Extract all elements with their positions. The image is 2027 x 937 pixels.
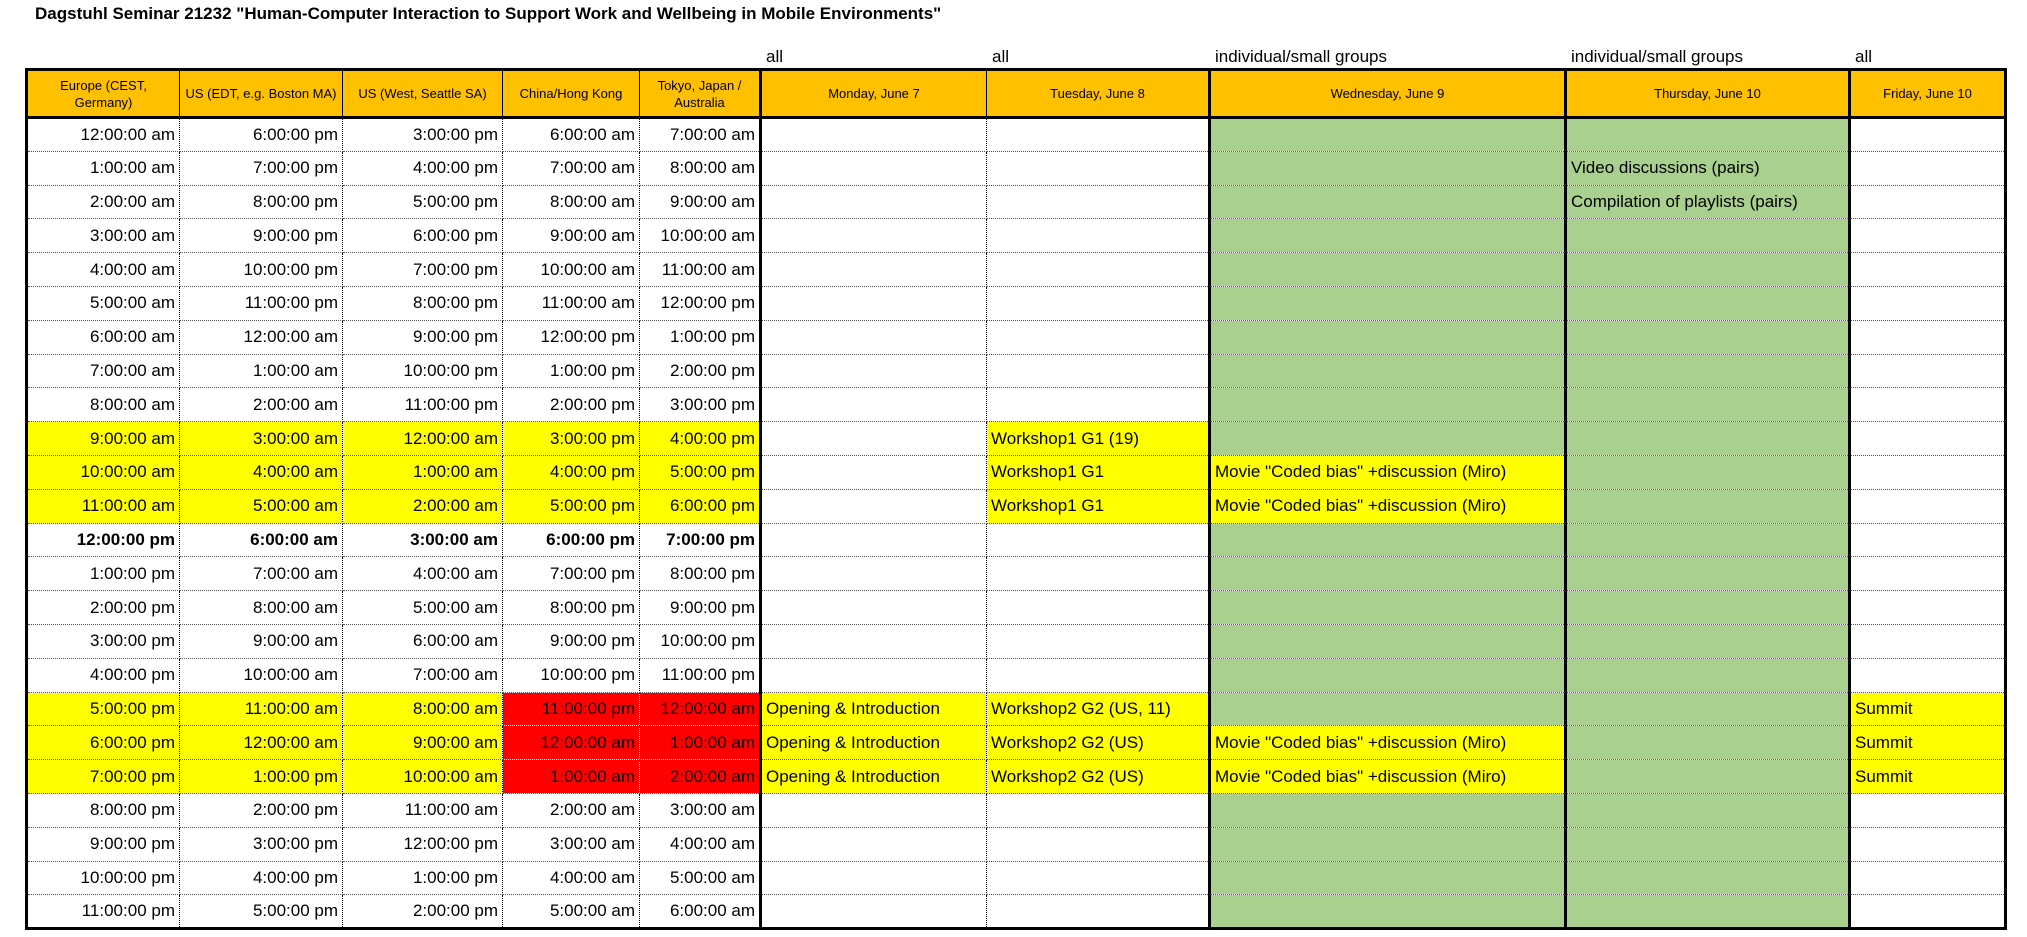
event-cell-9	[1850, 658, 2006, 692]
time-cell-1: 7:00:00 pm	[180, 151, 343, 185]
time-cell-0: 2:00:00 am	[27, 185, 180, 219]
time-cell-0: 1:00:00 pm	[27, 557, 180, 591]
event-cell-8: Compilation of playlists (pairs)	[1566, 185, 1850, 219]
event-cell-8	[1566, 286, 1850, 320]
time-cell-1: 9:00:00 am	[180, 624, 343, 658]
time-cell-3: 5:00:00 am	[503, 895, 640, 929]
column-header-3: China/Hong Kong	[503, 70, 640, 118]
time-cell-0: 10:00:00 pm	[27, 861, 180, 895]
column-header-2: US (West, Seattle SA)	[343, 70, 503, 118]
table-row	[27, 151, 2006, 185]
table-row	[27, 286, 2006, 320]
event-cell-9	[1850, 219, 2006, 253]
time-cell-4: 1:00:00 am	[640, 726, 761, 760]
table-row	[27, 219, 2006, 253]
event-cell-8	[1566, 793, 1850, 827]
time-cell-1: 10:00:00 am	[180, 658, 343, 692]
time-cell-0: 8:00:00 pm	[27, 793, 180, 827]
time-cell-0: 10:00:00 am	[27, 455, 180, 489]
event-cell-9	[1850, 455, 2006, 489]
event-cell-6	[987, 286, 1210, 320]
event-cell-7: Movie "Coded bias" +discussion (Miro)	[1210, 455, 1566, 489]
event-cell-5	[761, 286, 987, 320]
time-cell-0: 2:00:00 pm	[27, 591, 180, 625]
time-cell-3: 7:00:00 pm	[503, 557, 640, 591]
group-label-0: all	[766, 47, 784, 66]
event-cell-7	[1210, 320, 1566, 354]
time-cell-3: 1:00:00 am	[503, 760, 640, 794]
time-cell-2: 7:00:00 am	[343, 658, 503, 692]
event-cell-6: Workshop1 G1	[987, 455, 1210, 489]
time-cell-2: 4:00:00 pm	[343, 151, 503, 185]
time-cell-2: 5:00:00 am	[343, 591, 503, 625]
time-cell-4: 12:00:00 pm	[640, 286, 761, 320]
event-cell-9	[1850, 286, 2006, 320]
time-cell-2: 10:00:00 pm	[343, 354, 503, 388]
time-cell-1: 5:00:00 pm	[180, 895, 343, 929]
time-cell-2: 6:00:00 am	[343, 624, 503, 658]
event-cell-8	[1566, 320, 1850, 354]
event-cell-9	[1850, 827, 2006, 861]
event-cell-7	[1210, 523, 1566, 557]
time-cell-1: 6:00:00 pm	[180, 118, 343, 152]
event-cell-7	[1210, 624, 1566, 658]
time-cell-3: 3:00:00 pm	[503, 422, 640, 456]
event-cell-8	[1566, 726, 1850, 760]
event-cell-6	[987, 624, 1210, 658]
time-cell-2: 12:00:00 pm	[343, 827, 503, 861]
event-cell-8	[1566, 557, 1850, 591]
event-cell-5	[761, 253, 987, 287]
time-cell-1: 2:00:00 pm	[180, 793, 343, 827]
time-cell-3: 1:00:00 pm	[503, 354, 640, 388]
time-cell-1: 8:00:00 pm	[180, 185, 343, 219]
table-row	[27, 118, 2006, 152]
time-cell-4: 9:00:00 pm	[640, 591, 761, 625]
time-cell-1: 11:00:00 pm	[180, 286, 343, 320]
event-cell-5	[761, 793, 987, 827]
event-cell-5	[761, 523, 987, 557]
table-row	[27, 692, 2006, 726]
event-cell-5	[761, 422, 987, 456]
event-cell-8	[1566, 895, 1850, 929]
time-cell-1: 7:00:00 am	[180, 557, 343, 591]
event-cell-6	[987, 895, 1210, 929]
time-cell-3: 6:00:00 pm	[503, 523, 640, 557]
event-cell-5: Opening & Introduction	[761, 760, 987, 794]
time-cell-2: 3:00:00 pm	[343, 118, 503, 152]
time-cell-3: 12:00:00 pm	[503, 320, 640, 354]
event-cell-9	[1850, 354, 2006, 388]
time-cell-1: 11:00:00 am	[180, 692, 343, 726]
event-cell-9	[1850, 557, 2006, 591]
time-cell-4: 4:00:00 am	[640, 827, 761, 861]
time-cell-0: 3:00:00 pm	[27, 624, 180, 658]
column-header-4: Tokyo, Japan / Australia	[640, 70, 761, 118]
time-cell-3: 2:00:00 am	[503, 793, 640, 827]
event-cell-9	[1850, 388, 2006, 422]
time-cell-2: 3:00:00 am	[343, 523, 503, 557]
event-cell-6	[987, 523, 1210, 557]
event-cell-5	[761, 219, 987, 253]
event-cell-7: Movie "Coded bias" +discussion (Miro)	[1210, 489, 1566, 523]
schedule-table	[25, 68, 2007, 930]
time-cell-1: 8:00:00 am	[180, 591, 343, 625]
time-cell-1: 4:00:00 pm	[180, 861, 343, 895]
event-cell-9	[1850, 320, 2006, 354]
group-label-2: individual/small groups	[1215, 47, 1387, 66]
table-row	[27, 455, 2006, 489]
event-cell-6	[987, 354, 1210, 388]
event-cell-6: Workshop1 G1	[987, 489, 1210, 523]
time-cell-1: 12:00:00 am	[180, 726, 343, 760]
event-cell-8	[1566, 861, 1850, 895]
time-cell-3: 4:00:00 am	[503, 861, 640, 895]
event-cell-9	[1850, 118, 2006, 152]
event-cell-6: Workshop2 G2 (US, 11)	[987, 692, 1210, 726]
time-cell-3: 3:00:00 am	[503, 827, 640, 861]
schedule-body	[27, 118, 2006, 929]
event-cell-7	[1210, 118, 1566, 152]
group-label-row	[0, 46, 2027, 68]
time-cell-0: 1:00:00 am	[27, 151, 180, 185]
event-cell-7	[1210, 286, 1566, 320]
event-cell-6: Workshop2 G2 (US)	[987, 726, 1210, 760]
time-cell-2: 6:00:00 pm	[343, 219, 503, 253]
time-cell-2: 9:00:00 pm	[343, 320, 503, 354]
time-cell-3: 7:00:00 am	[503, 151, 640, 185]
time-cell-4: 11:00:00 pm	[640, 658, 761, 692]
event-cell-5	[761, 320, 987, 354]
event-cell-7	[1210, 827, 1566, 861]
time-cell-1: 9:00:00 pm	[180, 219, 343, 253]
event-cell-6	[987, 827, 1210, 861]
event-cell-7	[1210, 895, 1566, 929]
event-cell-7	[1210, 692, 1566, 726]
group-label-1: all	[992, 47, 1010, 66]
table-row	[27, 861, 2006, 895]
event-cell-8	[1566, 455, 1850, 489]
time-cell-0: 6:00:00 pm	[27, 726, 180, 760]
event-cell-8	[1566, 760, 1850, 794]
event-cell-6	[987, 861, 1210, 895]
table-row	[27, 895, 2006, 929]
time-cell-0: 6:00:00 am	[27, 320, 180, 354]
event-cell-5	[761, 557, 987, 591]
time-cell-3: 8:00:00 pm	[503, 591, 640, 625]
event-cell-7: Movie "Coded bias" +discussion (Miro)	[1210, 726, 1566, 760]
table-row	[27, 523, 2006, 557]
event-cell-7	[1210, 422, 1566, 456]
event-cell-5	[761, 489, 987, 523]
event-cell-7	[1210, 151, 1566, 185]
event-cell-9: Summit	[1850, 760, 2006, 794]
time-cell-1: 4:00:00 am	[180, 455, 343, 489]
event-cell-5	[761, 354, 987, 388]
time-cell-4: 2:00:00 am	[640, 760, 761, 794]
column-header-8: Thursday, June 10	[1566, 70, 1850, 118]
event-cell-6: Workshop1 G1 (19)	[987, 422, 1210, 456]
time-cell-2: 8:00:00 pm	[343, 286, 503, 320]
time-cell-3: 12:00:00 am	[503, 726, 640, 760]
time-cell-0: 3:00:00 am	[27, 219, 180, 253]
table-row	[27, 185, 2006, 219]
time-cell-4: 2:00:00 pm	[640, 354, 761, 388]
time-cell-0: 12:00:00 pm	[27, 523, 180, 557]
time-cell-4: 1:00:00 pm	[640, 320, 761, 354]
event-cell-6	[987, 388, 1210, 422]
event-cell-9	[1850, 793, 2006, 827]
time-cell-2: 2:00:00 pm	[343, 895, 503, 929]
event-cell-7	[1210, 388, 1566, 422]
table-row	[27, 489, 2006, 523]
event-cell-9	[1850, 591, 2006, 625]
time-cell-4: 7:00:00 pm	[640, 523, 761, 557]
event-cell-6	[987, 118, 1210, 152]
time-cell-0: 12:00:00 am	[27, 118, 180, 152]
event-cell-6	[987, 557, 1210, 591]
column-header-7: Wednesday, June 9	[1210, 70, 1566, 118]
event-cell-8	[1566, 354, 1850, 388]
event-cell-5	[761, 658, 987, 692]
time-cell-0: 5:00:00 pm	[27, 692, 180, 726]
event-cell-7	[1210, 185, 1566, 219]
event-cell-5	[761, 591, 987, 625]
event-cell-8	[1566, 253, 1850, 287]
time-cell-1: 5:00:00 am	[180, 489, 343, 523]
time-cell-1: 2:00:00 am	[180, 388, 343, 422]
time-cell-4: 6:00:00 pm	[640, 489, 761, 523]
column-header-5: Monday, June 7	[761, 70, 987, 118]
table-row	[27, 422, 2006, 456]
time-cell-0: 7:00:00 pm	[27, 760, 180, 794]
event-cell-5	[761, 388, 987, 422]
event-cell-5	[761, 624, 987, 658]
time-cell-1: 6:00:00 am	[180, 523, 343, 557]
time-cell-0: 7:00:00 am	[27, 354, 180, 388]
time-cell-4: 10:00:00 am	[640, 219, 761, 253]
event-cell-9: Summit	[1850, 692, 2006, 726]
table-row	[27, 354, 2006, 388]
event-cell-7: Movie "Coded bias" +discussion (Miro)	[1210, 760, 1566, 794]
event-cell-5: Opening & Introduction	[761, 726, 987, 760]
event-cell-6	[987, 185, 1210, 219]
event-cell-5	[761, 861, 987, 895]
table-row	[27, 760, 2006, 794]
column-header-0: Europe (CEST, Germany)	[27, 70, 180, 118]
event-cell-6	[987, 793, 1210, 827]
time-cell-2: 5:00:00 pm	[343, 185, 503, 219]
time-cell-2: 8:00:00 am	[343, 692, 503, 726]
page-title: Dagstuhl Seminar 21232 "Human-Computer Interaction to Support Work and Wellbeing in Mobile Environments"	[35, 4, 942, 23]
time-cell-1: 1:00:00 pm	[180, 760, 343, 794]
time-cell-3: 5:00:00 pm	[503, 489, 640, 523]
time-cell-0: 9:00:00 pm	[27, 827, 180, 861]
time-cell-4: 3:00:00 am	[640, 793, 761, 827]
event-cell-7	[1210, 219, 1566, 253]
time-cell-2: 9:00:00 am	[343, 726, 503, 760]
column-header-1: US (EDT, e.g. Boston MA)	[180, 70, 343, 118]
time-cell-4: 9:00:00 am	[640, 185, 761, 219]
table-row	[27, 624, 2006, 658]
table-row	[27, 388, 2006, 422]
event-cell-8	[1566, 523, 1850, 557]
event-cell-5	[761, 827, 987, 861]
event-cell-7	[1210, 861, 1566, 895]
event-cell-9	[1850, 253, 2006, 287]
time-cell-4: 4:00:00 pm	[640, 422, 761, 456]
time-cell-2: 1:00:00 pm	[343, 861, 503, 895]
time-cell-4: 3:00:00 pm	[640, 388, 761, 422]
time-cell-1: 1:00:00 am	[180, 354, 343, 388]
event-cell-5	[761, 118, 987, 152]
time-cell-0: 4:00:00 pm	[27, 658, 180, 692]
table-row	[27, 827, 2006, 861]
event-cell-5: Opening & Introduction	[761, 692, 987, 726]
event-cell-7	[1210, 253, 1566, 287]
event-cell-9	[1850, 185, 2006, 219]
time-cell-3: 4:00:00 pm	[503, 455, 640, 489]
time-cell-2: 11:00:00 pm	[343, 388, 503, 422]
table-row	[27, 658, 2006, 692]
time-cell-4: 7:00:00 am	[640, 118, 761, 152]
time-cell-0: 4:00:00 am	[27, 253, 180, 287]
event-cell-7	[1210, 354, 1566, 388]
event-cell-8	[1566, 827, 1850, 861]
time-cell-0: 5:00:00 am	[27, 286, 180, 320]
event-cell-9	[1850, 489, 2006, 523]
time-cell-1: 3:00:00 am	[180, 422, 343, 456]
time-cell-4: 8:00:00 am	[640, 151, 761, 185]
time-cell-0: 8:00:00 am	[27, 388, 180, 422]
event-cell-5	[761, 455, 987, 489]
event-cell-9	[1850, 151, 2006, 185]
table-row	[27, 320, 2006, 354]
time-cell-0: 11:00:00 pm	[27, 895, 180, 929]
time-cell-3: 10:00:00 pm	[503, 658, 640, 692]
header-row	[27, 70, 2006, 118]
table-row	[27, 726, 2006, 760]
time-cell-0: 11:00:00 am	[27, 489, 180, 523]
time-cell-2: 11:00:00 am	[343, 793, 503, 827]
time-cell-2: 10:00:00 am	[343, 760, 503, 794]
event-cell-8	[1566, 388, 1850, 422]
event-cell-5	[761, 151, 987, 185]
table-row	[27, 557, 2006, 591]
event-cell-9	[1850, 895, 2006, 929]
time-cell-4: 10:00:00 pm	[640, 624, 761, 658]
event-cell-8	[1566, 422, 1850, 456]
time-cell-2: 7:00:00 pm	[343, 253, 503, 287]
time-cell-2: 1:00:00 am	[343, 455, 503, 489]
time-cell-1: 3:00:00 pm	[180, 827, 343, 861]
event-cell-8: Video discussions (pairs)	[1566, 151, 1850, 185]
time-cell-3: 10:00:00 am	[503, 253, 640, 287]
time-cell-3: 11:00:00 pm	[503, 692, 640, 726]
event-cell-7	[1210, 557, 1566, 591]
event-cell-6	[987, 151, 1210, 185]
event-cell-6: Workshop2 G2 (US)	[987, 760, 1210, 794]
event-cell-8	[1566, 692, 1850, 726]
table-row	[27, 253, 2006, 287]
time-cell-2: 4:00:00 am	[343, 557, 503, 591]
event-cell-9	[1850, 422, 2006, 456]
event-cell-7	[1210, 658, 1566, 692]
time-cell-3: 9:00:00 am	[503, 219, 640, 253]
event-cell-8	[1566, 658, 1850, 692]
event-cell-5	[761, 895, 987, 929]
time-cell-2: 12:00:00 am	[343, 422, 503, 456]
event-cell-8	[1566, 591, 1850, 625]
table-row	[27, 591, 2006, 625]
time-cell-1: 12:00:00 am	[180, 320, 343, 354]
column-header-6: Tuesday, June 8	[987, 70, 1210, 118]
event-cell-9	[1850, 523, 2006, 557]
time-cell-4: 11:00:00 am	[640, 253, 761, 287]
table-row	[27, 793, 2006, 827]
time-cell-3: 9:00:00 pm	[503, 624, 640, 658]
event-cell-8	[1566, 624, 1850, 658]
group-label-4: all	[1855, 47, 1873, 66]
event-cell-7	[1210, 793, 1566, 827]
event-cell-6	[987, 320, 1210, 354]
time-cell-2: 2:00:00 am	[343, 489, 503, 523]
time-cell-4: 5:00:00 am	[640, 861, 761, 895]
time-cell-1: 10:00:00 pm	[180, 253, 343, 287]
time-cell-3: 8:00:00 am	[503, 185, 640, 219]
time-cell-4: 5:00:00 pm	[640, 455, 761, 489]
event-cell-9	[1850, 624, 2006, 658]
event-cell-9	[1850, 861, 2006, 895]
event-cell-6	[987, 253, 1210, 287]
event-cell-6	[987, 658, 1210, 692]
event-cell-7	[1210, 591, 1566, 625]
time-cell-4: 12:00:00 am	[640, 692, 761, 726]
group-label-3: individual/small groups	[1571, 47, 1743, 66]
time-cell-3: 2:00:00 pm	[503, 388, 640, 422]
event-cell-6	[987, 591, 1210, 625]
event-cell-8	[1566, 118, 1850, 152]
column-header-9: Friday, June 10	[1850, 70, 2006, 118]
time-cell-0: 9:00:00 am	[27, 422, 180, 456]
time-cell-4: 6:00:00 am	[640, 895, 761, 929]
event-cell-5	[761, 185, 987, 219]
time-cell-4: 8:00:00 pm	[640, 557, 761, 591]
time-cell-3: 6:00:00 am	[503, 118, 640, 152]
event-cell-8	[1566, 219, 1850, 253]
event-cell-8	[1566, 489, 1850, 523]
event-cell-6	[987, 219, 1210, 253]
time-cell-3: 11:00:00 am	[503, 286, 640, 320]
event-cell-9: Summit	[1850, 726, 2006, 760]
